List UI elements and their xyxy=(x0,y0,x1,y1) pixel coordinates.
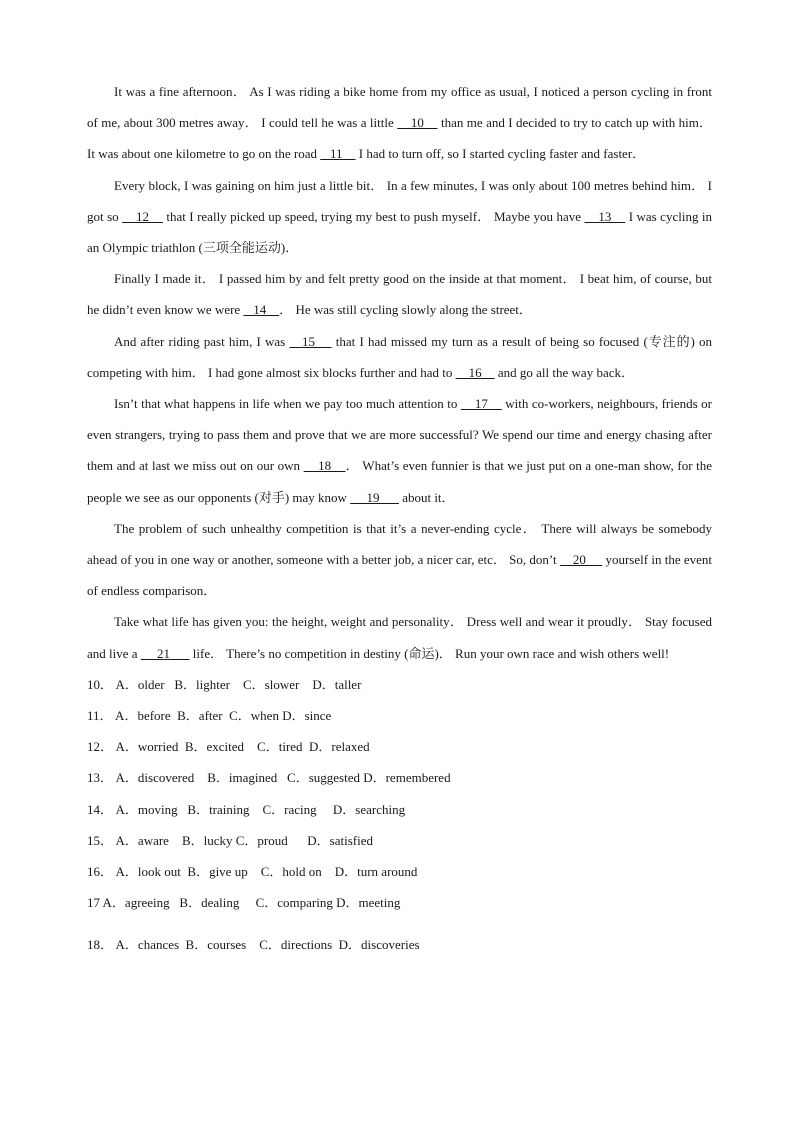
answer-blank: 17 xyxy=(460,396,502,412)
passage-text: The problem of such unhealthy competition is that it’s a never-ending cycle． There will always be somebody ahead of you in one way or another, someone with a better job, a nicer car, etc． So, don’t xyxy=(87,520,712,568)
option-row: 12． A．worried B．excited C．tired D．relaxed xyxy=(87,739,370,755)
option-row: 18． A．chances B．courses C．directions D．discoveries xyxy=(87,937,420,953)
answer-blank: 11 xyxy=(320,146,356,162)
passage-text: that I had missed my turn as a result of being so focused (专注的) on competing with him． I had gone almost six blocks further and had to xyxy=(87,333,712,380)
passage-text: Isn’t that what happens in life when we pay too much attention to xyxy=(114,396,461,412)
option-row: 11． A．before B．after C．when D．since xyxy=(87,708,332,724)
answer-blank: 12 xyxy=(122,208,163,224)
passage-text: than me and I decided to try to catch up with him． It was about one kilometre to go on the road xyxy=(87,115,713,162)
passage-text: Take what life has given you: the height, weight and personality． Dress well and wear it proudly． Stay focused and live a xyxy=(87,614,712,661)
passage-text: yourself in the event of endless comparison． xyxy=(87,552,712,599)
document-page xyxy=(87,76,712,960)
option-row: 15． A．aware B．lucky C．proud D．satisfied xyxy=(87,832,373,848)
option-row: 16． A．look out B．give up C．hold on D．turn around xyxy=(87,863,418,879)
passage-paragraph xyxy=(87,76,712,170)
passage-text: And after riding past him, I was xyxy=(114,333,290,349)
answer-blank: 15 xyxy=(289,333,332,349)
passage-text: with co-workers, neighbours, friends or even strangers, trying to pass them and prove that we are more successful? We spend our time and energy chasing after them and at last we miss out on our own xyxy=(87,396,712,474)
passage-text: ． What’s even funnier is that we just put on a one-man show, for the people we see as our opponents (对手) may know xyxy=(87,458,713,505)
answer-blank: 10 xyxy=(397,115,438,131)
option-row: 10． A．older B．lighter C．slower D．taller xyxy=(87,676,362,692)
answer-options xyxy=(87,669,712,961)
passage-paragraph xyxy=(87,263,712,325)
passage-paragraph xyxy=(87,388,712,513)
passage-text: I was cycling in an Olympic triathlon (三项全能运动)． xyxy=(87,208,713,256)
passage-text: I had to turn off, so I started cycling faster and faster． xyxy=(355,146,646,162)
passage-paragraph xyxy=(87,326,712,388)
answer-blank: 20 xyxy=(559,552,603,568)
option-row: 14． A．moving B．training C．racing D．searching xyxy=(87,801,406,817)
answer-blank: 21 xyxy=(140,645,190,661)
option-row: 13． A．discovered B．imagined C．suggested D．remembered xyxy=(87,770,451,786)
passage-text: life． There’s no competition in destiny (命运)． Run your own race and wish others well! xyxy=(189,645,670,661)
answer-blank: 19 xyxy=(350,489,399,505)
passage-text: and go all the way back． xyxy=(494,364,634,380)
passage-text: Every block, I was gaining on him just a little bit． In a few minutes, I was only about 100 metres behind him． I got so xyxy=(87,177,712,224)
answer-blank: 14 xyxy=(243,302,280,318)
passage-text: Finally I made it． I passed him by and felt pretty good on the inside at that moment． I beat him, of course, but he didn’t even know we were xyxy=(87,271,712,318)
passage-text: ． He was still cycling slowly along the street． xyxy=(279,302,532,318)
passage-text: It was a fine afternoon． As I was riding a bike home from my office as usual, I noticed a person cycling in front of me, about 300 metres away． I could tell he was a little xyxy=(87,84,712,131)
passage-paragraph xyxy=(87,606,712,668)
passage-text: that I really picked up speed, trying my best to push myself． Maybe you have xyxy=(162,208,585,224)
answer-blank: 18 xyxy=(303,458,346,474)
passage-paragraph xyxy=(87,170,712,264)
option-row: 17 A．agreeing B．dealing C．comparing D．meeting xyxy=(87,895,401,911)
passage-paragraph xyxy=(87,513,712,607)
cloze-passage xyxy=(87,76,712,669)
answer-blank: 13 xyxy=(584,208,626,224)
answer-blank: 16 xyxy=(455,364,495,380)
passage-text: about it． xyxy=(398,489,455,505)
